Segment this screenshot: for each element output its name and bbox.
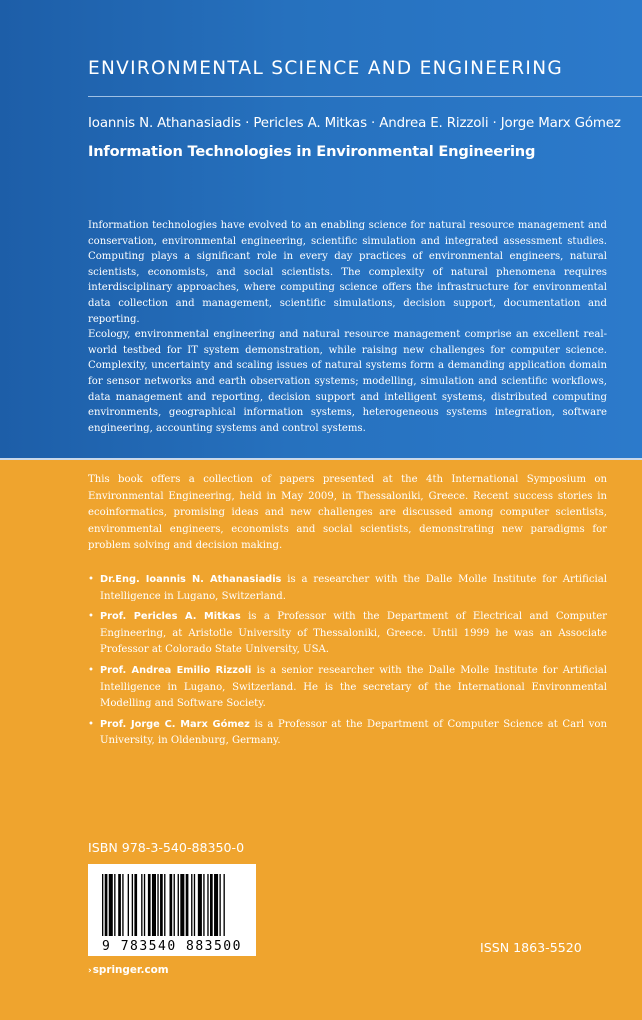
barcode-bar bbox=[152, 874, 156, 936]
barcode-bar bbox=[207, 874, 208, 936]
bullet-icon: • bbox=[88, 718, 94, 730]
barcode-bar bbox=[114, 874, 115, 936]
barcode-bar bbox=[148, 874, 151, 936]
barcode-bar bbox=[160, 874, 163, 936]
publisher-url: springer.com bbox=[92, 964, 169, 976]
author-bio-name: Prof. Pericles A. Mitkas bbox=[100, 611, 241, 623]
book-title: Information Technologies in Environmental Engineering bbox=[88, 143, 536, 160]
author-bio-name: Prof. Jorge C. Marx Gómez bbox=[100, 718, 250, 730]
author-list: Ioannis N. Athanasiadis · Pericles A. Mitkas · Andrea E. Rizzoli · Jorge Marx Gómez bbox=[88, 116, 621, 131]
author-bio bbox=[88, 572, 607, 605]
author-bio bbox=[88, 663, 607, 713]
author-bio bbox=[88, 717, 607, 750]
barcode-bar bbox=[194, 874, 195, 936]
barcode-bar bbox=[198, 874, 202, 936]
author-bio bbox=[88, 609, 607, 659]
publisher-link bbox=[88, 964, 169, 976]
barcode-bar bbox=[164, 874, 165, 936]
author-bio-text: is a Professor at the Department of Computer Science at Carl von University, in Oldenburg, Germany. bbox=[100, 718, 607, 747]
barcode-bar bbox=[157, 874, 158, 936]
springer-arrow-icon: › bbox=[88, 966, 92, 976]
blue-panel bbox=[0, 0, 642, 460]
bullet-icon: • bbox=[88, 611, 94, 623]
series-title: ENVIRONMENTAL SCIENCE AND ENGINEERING bbox=[88, 58, 563, 79]
barcode-bar bbox=[105, 874, 108, 936]
barcode-bar bbox=[178, 874, 179, 936]
barcode-bar bbox=[219, 874, 220, 936]
bullet-icon: • bbox=[88, 664, 94, 676]
barcode-bar bbox=[210, 874, 213, 936]
barcode-bar bbox=[118, 874, 121, 936]
author-bio-text: is a Professor with the Department of Electrical and Computer Engineering, at Aristotle University of Thessaloniki, Greece. Until 1999 he was an Associate Professor at Colorado State University, USA. bbox=[100, 611, 608, 656]
barcode-bar bbox=[174, 874, 175, 936]
barcode bbox=[88, 864, 256, 956]
barcode-bar bbox=[186, 874, 189, 936]
issn-label: ISSN 1863-5520 bbox=[480, 940, 582, 955]
barcode-bar bbox=[170, 874, 173, 936]
barcode-bar bbox=[141, 874, 142, 936]
barcode-digits: 9 783540 883500 bbox=[102, 939, 242, 954]
author-bio-text: is a senior researcher with the Dalle Molle Institute for Artificial Intelligence in Lugano, Switzerland. He is the secretary of the International Environmental Modelling and Software Society. bbox=[100, 664, 607, 710]
barcode-bar bbox=[122, 874, 123, 936]
author-bios bbox=[88, 572, 607, 754]
barcode-bar bbox=[132, 874, 133, 936]
description-blue bbox=[88, 218, 607, 436]
barcode-bar bbox=[128, 874, 129, 936]
description-paragraph: Ecology, environmental engineering and natural resource management comprise an excellent real-world testbed for IT system demonstration, while raising new challenges for computer science. Complexity, uncertainty and scaling issues of natural systems form a demanding application domain for sensor networks and earth observation systems; modelling, simulation and scientific workflows, data management and reporting, decision support and intelligent systems, distributed computing environments, geographical information systems, heterogeneous systems integration, software engineering, accounting systems and control systems. bbox=[88, 329, 607, 434]
isbn-label: ISBN 978-3-540-88350-0 bbox=[88, 840, 245, 855]
barcode-bar bbox=[224, 874, 225, 936]
bullet-icon: • bbox=[88, 574, 94, 585]
description-paragraph: Information technologies have evolved to an enabling science for natural resource management and conservation, environmental engineering, scientific simulation and integrated assessment studies. Computing plays a significant role in every day practices of environmental engineers, natural scientists, economists, and social scientists. The complexity of natural phenomena requires interdisciplinary approaches, where computing science offers the infrastructure for environmental data collection and management, scientific simulations, decision support, documentation and reporting. bbox=[88, 220, 607, 325]
barcode-bar bbox=[102, 874, 103, 936]
description-orange bbox=[88, 472, 607, 555]
barcode-bar bbox=[180, 874, 184, 936]
series-divider bbox=[88, 96, 642, 97]
author-bio-name: Dr.Eng. Ioannis N. Athanasiadis bbox=[100, 574, 282, 585]
author-bio-name: Prof. Andrea Emilio Rizzoli bbox=[100, 664, 252, 676]
author-bio-text: is a researcher with the Dalle Molle Institute for Artificial Intelligence in Lugano, Switzerland. bbox=[100, 574, 607, 602]
barcode-bar bbox=[214, 874, 218, 936]
description-paragraph: This book offers a collection of papers presented at the 4th International Symposium on Environmental Engineering, held in May 2009, in Thessaloniki, Greece. Recent success stories in ecoinformatics, promising ideas and new challenges are discussed among computer scientists, environmental engineers, economists and social scientists, demonstrating new paradigms for problem solving and decision making. bbox=[88, 474, 607, 552]
barcode-bar bbox=[191, 874, 192, 936]
barcode-bar bbox=[109, 874, 113, 936]
barcode-bar bbox=[144, 874, 145, 936]
barcode-bar bbox=[203, 874, 204, 936]
barcode-bar bbox=[134, 874, 137, 936]
